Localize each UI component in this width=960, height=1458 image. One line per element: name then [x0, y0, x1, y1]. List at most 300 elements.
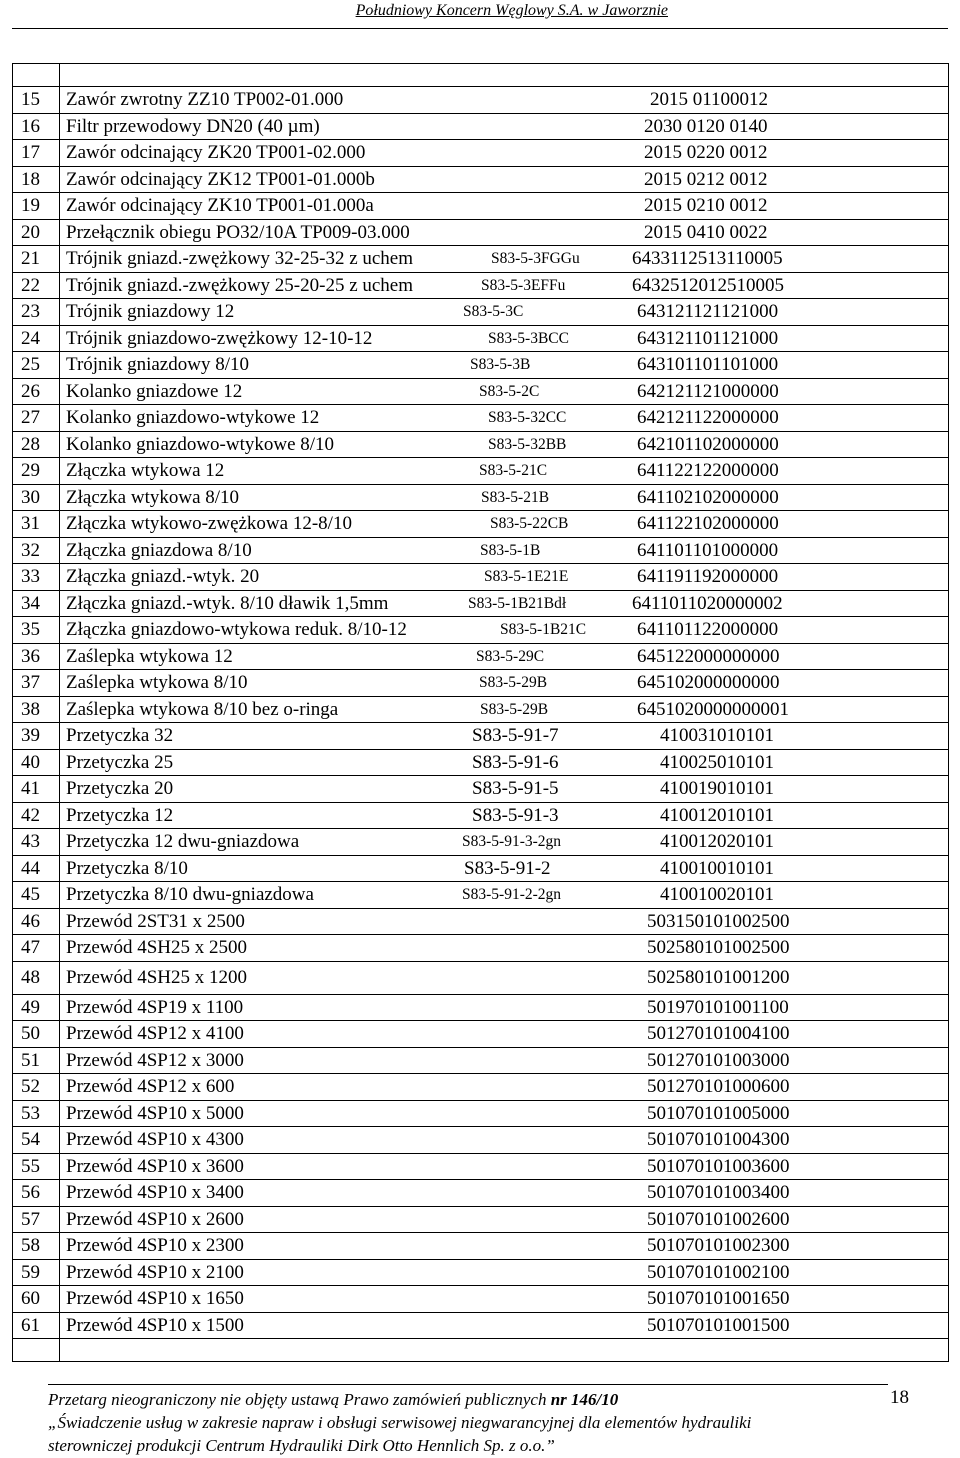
part-code: 641101122000000: [637, 619, 779, 641]
row-description-cell: [60, 1286, 949, 1313]
table-cell-empty: [60, 1339, 949, 1362]
part-code: 501070101004300: [647, 1129, 790, 1151]
part-code: 2015 0210 0012: [644, 195, 768, 217]
table-row: [13, 246, 949, 273]
parts-table-wrapper: [12, 63, 948, 1362]
row-content: [60, 511, 948, 536]
part-name: Przewód 2ST31 x 2500: [66, 910, 245, 932]
row-content: [60, 432, 948, 457]
table-row: [13, 564, 949, 591]
row-number: 57: [13, 1206, 60, 1233]
row-content: [60, 87, 948, 112]
row-description-cell: [60, 378, 949, 405]
part-code: 641102102000000: [637, 486, 779, 508]
table-row: [13, 87, 949, 114]
row-description-cell: [60, 272, 949, 299]
table-row: [13, 1180, 949, 1207]
part-code: 501070101003400: [647, 1182, 790, 1204]
row-number: 19: [13, 193, 60, 220]
table-row: [13, 325, 949, 352]
row-number: 38: [13, 696, 60, 723]
part-code: 641122122000000: [637, 460, 779, 482]
row-description-cell: [60, 325, 949, 352]
row-number: 18: [13, 166, 60, 193]
part-code: 2015 0220 0012: [644, 142, 768, 164]
part-symbol: S83-5-91-6: [472, 751, 559, 773]
part-name: Trójnik gniazdowo-zwężkowy 12-10-12: [66, 327, 373, 349]
row-number: 56: [13, 1180, 60, 1207]
part-name: Przewód 4SH25 x 2500: [66, 937, 248, 959]
part-symbol: S83-5-3C: [463, 303, 524, 321]
part-code: 645102000000000: [637, 672, 780, 694]
part-code: 501070101002300: [647, 1235, 790, 1257]
part-code: 501070101005000: [647, 1102, 790, 1124]
part-code: 6433112513110005: [632, 248, 783, 270]
part-symbol: S83-5-1E21E: [484, 568, 569, 586]
row-description-cell: [60, 1100, 949, 1127]
part-name: Kolanko gniazdowo-wtykowe 8/10: [66, 433, 335, 455]
part-name: Zaślepka wtykowa 12: [66, 645, 233, 667]
page-number: 18: [890, 1387, 909, 1408]
table-row: [13, 802, 949, 829]
row-description-cell: [60, 1153, 949, 1180]
row-content: [60, 1180, 948, 1205]
part-name: Zaślepka wtykowa 8/10: [66, 672, 248, 694]
row-content: [60, 273, 948, 298]
part-symbol: S83-5-29B: [479, 674, 548, 692]
part-code: 501070101003600: [647, 1155, 790, 1177]
part-name: Przewód 4SH25 x 1200: [66, 966, 248, 988]
table-row: [13, 908, 949, 935]
part-symbol: S83-5-91-2: [464, 857, 551, 879]
parts-table: [12, 63, 949, 1362]
part-name: Przewód 4SP12 x 3000: [66, 1049, 244, 1071]
row-content: [60, 1260, 948, 1285]
row-description-cell: [60, 193, 949, 220]
row-description-cell: [60, 1180, 949, 1207]
row-description-cell: [60, 537, 949, 564]
part-name: Trójnik gniazd.-zwężkowy 32-25-32 z uchem: [66, 248, 414, 270]
row-content: [60, 1074, 948, 1099]
part-name: Trójnik gniazdowy 8/10: [66, 354, 249, 376]
row-description-cell: [60, 776, 949, 803]
part-code: 501070101001500: [647, 1314, 790, 1336]
part-name: Przetyczka 25: [66, 751, 174, 773]
row-number: 37: [13, 670, 60, 697]
row-description-cell: [60, 882, 949, 909]
table-row: [13, 1127, 949, 1154]
part-name: Przełącznik obiegu PO32/10A TP009-03.000: [66, 221, 410, 243]
row-number: 52: [13, 1074, 60, 1101]
table-row: [13, 1074, 949, 1101]
row-description-cell: [60, 643, 949, 670]
row-content: [60, 776, 948, 801]
part-name: Przewód 4SP10 x 4300: [66, 1129, 244, 1151]
row-description-cell: [60, 935, 949, 962]
row-content: [60, 995, 948, 1020]
table-row: [13, 352, 949, 379]
row-description-cell: [60, 246, 949, 273]
table-row: [13, 590, 949, 617]
parts-table-body: [13, 64, 949, 1362]
part-code: 643121101121000: [637, 327, 779, 349]
part-code: 501070101001650: [647, 1288, 790, 1310]
table-row: [13, 299, 949, 326]
row-content: [60, 1101, 948, 1126]
part-code: 6432512012510005: [632, 274, 784, 296]
row-description-cell: [60, 458, 949, 485]
table-row-blank-bottom: [13, 1339, 949, 1362]
part-name: Kolanko gniazdowe 12: [66, 380, 243, 402]
part-name: Przewód 4SP10 x 1500: [66, 1314, 244, 1336]
part-code: 641101101000000: [637, 539, 779, 561]
part-code: 501270101003000: [647, 1049, 790, 1071]
table-row-blank-top: [13, 64, 949, 87]
part-name: Przetyczka 8/10: [66, 857, 188, 879]
footer-tender-text: Przetarg nieograniczony nie objęty ustawą Prawo zamówień publicznych: [48, 1390, 551, 1409]
row-number: 43: [13, 829, 60, 856]
footer-company-line: sterowniczej produkcji Centrum Hydrauliki Dirk Otto Hennlich Sp. z o.o.”: [48, 1436, 555, 1455]
part-code: 503150101002500: [647, 910, 790, 932]
part-code: 2015 0212 0012: [644, 168, 768, 190]
row-content: [60, 405, 948, 430]
row-number: 35: [13, 617, 60, 644]
row-content: [60, 617, 948, 642]
row-content: [60, 1127, 948, 1152]
row-number: 30: [13, 484, 60, 511]
part-code: 501270101000600: [647, 1076, 790, 1098]
row-content: [60, 1048, 948, 1073]
row-number: 23: [13, 299, 60, 326]
part-name: Przewód 4SP10 x 3400: [66, 1182, 244, 1204]
row-number: 29: [13, 458, 60, 485]
part-code: 410010010101: [660, 857, 774, 879]
table-row: [13, 113, 949, 140]
row-description-cell: [60, 1127, 949, 1154]
row-description-cell: [60, 829, 949, 856]
part-code: 2015 01100012: [650, 89, 769, 111]
table-row: [13, 935, 949, 962]
row-number: 28: [13, 431, 60, 458]
row-content: [60, 564, 948, 589]
part-symbol: S83-5-29C: [476, 647, 545, 665]
row-content: [60, 1233, 948, 1258]
part-symbol: S83-5-1B21C: [500, 621, 587, 639]
table-row: [13, 994, 949, 1021]
table-row: [13, 511, 949, 538]
part-symbol: S83-5-3B: [470, 356, 531, 374]
row-number: 25: [13, 352, 60, 379]
row-description-cell: [60, 140, 949, 167]
table-row: [13, 1233, 949, 1260]
table-row: [13, 1047, 949, 1074]
part-name: Przewód 4SP10 x 2100: [66, 1261, 244, 1283]
row-content: [60, 644, 948, 669]
row-number: 49: [13, 994, 60, 1021]
table-row: [13, 405, 949, 432]
row-content: [60, 1286, 948, 1311]
part-code: 410025010101: [660, 751, 774, 773]
row-description-cell: [60, 855, 949, 882]
row-number: 45: [13, 882, 60, 909]
part-code: 502580101001200: [647, 966, 790, 988]
row-description-cell: [60, 802, 949, 829]
row-number: 50: [13, 1021, 60, 1048]
table-row: [13, 1286, 949, 1313]
part-code: 501970101001100: [647, 996, 789, 1018]
part-symbol: S83-5-21C: [479, 462, 548, 480]
header-divider: [12, 28, 948, 29]
table-row: [13, 537, 949, 564]
part-symbol: S83-5-3FGGu: [491, 250, 580, 268]
row-content: [60, 326, 948, 351]
part-name: Zaślepka wtykowa 8/10 bez o-ringa: [66, 698, 339, 720]
part-name: Kolanko gniazdowo-wtykowe 12: [66, 407, 320, 429]
part-code: 643101101101000: [637, 354, 779, 376]
row-content: [60, 246, 948, 271]
row-number: 60: [13, 1286, 60, 1313]
part-symbol: S83-5-29B: [480, 700, 549, 718]
table-row: [13, 219, 949, 246]
table-row: [13, 272, 949, 299]
footer-tender-number: nr 146/10: [550, 1390, 619, 1409]
part-symbol: S83-5-2C: [479, 382, 540, 400]
part-name: Złączka wtykowa 12: [66, 460, 225, 482]
row-description-cell: [60, 994, 949, 1021]
row-content: [60, 882, 948, 907]
part-symbol: S83-5-3BCC: [488, 329, 569, 347]
part-code: 2015 0410 0022: [644, 221, 768, 243]
page-footer: [48, 1384, 928, 1457]
row-content: [60, 723, 948, 748]
row-content: [60, 167, 948, 192]
part-code: 502580101002500: [647, 937, 790, 959]
part-code: 410019010101: [660, 778, 774, 800]
part-name: Złączka gniazd.-wtyk. 20: [66, 566, 260, 588]
row-content: [60, 1207, 948, 1232]
row-number: 33: [13, 564, 60, 591]
table-row: [13, 1021, 949, 1048]
footer-tender-line: [48, 1384, 928, 1411]
table-row: [13, 458, 949, 485]
row-number: 61: [13, 1312, 60, 1339]
part-name: Przetyczka 12: [66, 804, 174, 826]
row-content: [60, 1154, 948, 1179]
row-number: 47: [13, 935, 60, 962]
row-description-cell: [60, 908, 949, 935]
row-description-cell: [60, 405, 949, 432]
part-code: 6411011020000002: [632, 592, 783, 614]
row-content: [60, 220, 948, 245]
row-content: [60, 856, 948, 881]
part-symbol: S83-5-1B: [480, 541, 541, 559]
table-cell-empty: [13, 64, 60, 87]
row-number: 32: [13, 537, 60, 564]
row-number: 15: [13, 87, 60, 114]
row-number: 22: [13, 272, 60, 299]
part-symbol: S83-5-91-2-2gn: [462, 886, 562, 904]
row-description-cell: [60, 113, 949, 140]
row-number: 46: [13, 908, 60, 935]
page-header: [0, 0, 960, 32]
part-name: Przewód 4SP10 x 1650: [66, 1288, 244, 1310]
row-description-cell: [60, 1021, 949, 1048]
table-row: [13, 193, 949, 220]
row-content: [60, 485, 948, 510]
part-symbol: S83-5-91-3-2gn: [462, 833, 562, 851]
table-row: [13, 617, 949, 644]
row-number: 58: [13, 1233, 60, 1260]
part-code: 642121121000000: [637, 380, 779, 402]
part-name: Zawór odcinający ZK10 TP001-01.000a: [66, 195, 374, 217]
row-description-cell: [60, 219, 949, 246]
part-name: Filtr przewodowy DN20 (40 µm): [66, 115, 320, 137]
row-number: 26: [13, 378, 60, 405]
part-code: 641122102000000: [637, 513, 779, 535]
row-description-cell: [60, 431, 949, 458]
row-number: 21: [13, 246, 60, 273]
row-content: [60, 697, 948, 722]
row-number: 41: [13, 776, 60, 803]
row-description-cell: [60, 590, 949, 617]
part-name: Przewód 4SP10 x 2300: [66, 1235, 244, 1257]
row-number: 55: [13, 1153, 60, 1180]
part-name: Przetyczka 32: [66, 725, 174, 747]
footer-service-line: „Świadczenie usług w zakresie napraw i obsługi serwisowej niegwarancyjnej dla elementów hydrauliki: [48, 1413, 752, 1432]
table-row: [13, 1153, 949, 1180]
row-content: [60, 140, 948, 165]
part-name: Przewód 4SP10 x 2600: [66, 1208, 244, 1230]
row-content: [60, 379, 948, 404]
row-content: [60, 591, 948, 616]
part-code: 501270101004100: [647, 1023, 790, 1045]
part-name: Zawór zwrotny ZZ10 TP002-01.000: [66, 89, 344, 111]
row-content: [60, 962, 948, 994]
part-name: Złączka gniazd.-wtyk. 8/10 dławik 1,5mm: [66, 592, 389, 614]
row-description-cell: [60, 87, 949, 114]
table-row: [13, 643, 949, 670]
part-code: 645122000000000: [637, 645, 780, 667]
table-row: [13, 166, 949, 193]
table-cell-empty: [13, 1339, 60, 1362]
row-description-cell: [60, 617, 949, 644]
row-description-cell: [60, 1259, 949, 1286]
table-row: [13, 776, 949, 803]
part-symbol: S83-5-91-5: [472, 778, 559, 800]
row-content: [60, 352, 948, 377]
row-content: [60, 909, 948, 934]
row-description-cell: [60, 1233, 949, 1260]
part-symbol: S83-5-91-3: [472, 804, 559, 826]
row-number: 34: [13, 590, 60, 617]
row-content: [60, 114, 948, 139]
part-code: 642101102000000: [637, 433, 779, 455]
part-name: Przewód 4SP19 x 1100: [66, 996, 244, 1018]
row-description-cell: [60, 1206, 949, 1233]
table-row: [13, 431, 949, 458]
part-symbol: S83-5-32CC: [488, 409, 567, 427]
part-code: 410031010101: [660, 725, 774, 747]
part-code: 6451020000000001: [637, 698, 789, 720]
row-number: 36: [13, 643, 60, 670]
table-row: [13, 484, 949, 511]
row-description-cell: [60, 299, 949, 326]
part-code: 643121121121000: [637, 301, 779, 323]
table-row: [13, 961, 949, 994]
part-code: 501070101002100: [647, 1261, 790, 1283]
row-number: 51: [13, 1047, 60, 1074]
part-code: 2030 0120 0140: [644, 115, 768, 137]
part-name: Przewód 4SP12 x 600: [66, 1076, 235, 1098]
row-number: 42: [13, 802, 60, 829]
table-row: [13, 378, 949, 405]
table-row: [13, 1206, 949, 1233]
part-name: Złączka gniazdowo-wtykowa reduk. 8/10-12: [66, 619, 407, 641]
part-name: Złączka gniazdowa 8/10: [66, 539, 252, 561]
row-description-cell: [60, 511, 949, 538]
part-symbol: S83-5-1B21Bdł: [468, 594, 567, 612]
table-row: [13, 1312, 949, 1339]
table-row: [13, 882, 949, 909]
row-description-cell: [60, 564, 949, 591]
table-row: [13, 829, 949, 856]
part-name: Złączka wtykowa 8/10: [66, 486, 240, 508]
row-description-cell: [60, 1074, 949, 1101]
row-description-cell: [60, 352, 949, 379]
row-content: [60, 803, 948, 828]
row-number: 44: [13, 855, 60, 882]
header-title: Południowy Koncern Węglowy S.A. w Jaworznie: [355, 2, 668, 19]
row-number: 48: [13, 961, 60, 994]
part-code: 410012010101: [660, 804, 774, 826]
table-row: [13, 749, 949, 776]
part-name: Przetyczka 12 dwu-gniazdowa: [66, 831, 300, 853]
row-description-cell: [60, 484, 949, 511]
table-row: [13, 696, 949, 723]
part-code: 410010020101: [660, 884, 774, 906]
row-content: [60, 829, 948, 854]
row-content: [60, 750, 948, 775]
row-description-cell: [60, 670, 949, 697]
part-name: Przewód 4SP12 x 4100: [66, 1023, 244, 1045]
table-row: [13, 723, 949, 750]
table-row: [13, 670, 949, 697]
footer-divider: [48, 1384, 888, 1385]
row-number: 27: [13, 405, 60, 432]
part-name: Trójnik gniazdowy 12: [66, 301, 235, 323]
part-name: Zawór odcinający ZK12 TP001-01.000b: [66, 168, 375, 190]
row-content: [60, 193, 948, 218]
row-number: 39: [13, 723, 60, 750]
table-row: [13, 855, 949, 882]
part-code: 642121122000000: [637, 407, 779, 429]
row-number: 31: [13, 511, 60, 538]
part-code: 410012020101: [660, 831, 774, 853]
part-name: Złączka wtykowo-zwężkowa 12-8/10: [66, 513, 352, 535]
row-content: [60, 538, 948, 563]
row-description-cell: [60, 961, 949, 994]
part-symbol: S83-5-21B: [481, 488, 550, 506]
row-description-cell: [60, 749, 949, 776]
part-code: 641191192000000: [637, 566, 779, 588]
row-number: 54: [13, 1127, 60, 1154]
row-description-cell: [60, 1047, 949, 1074]
row-description-cell: [60, 166, 949, 193]
row-description-cell: [60, 696, 949, 723]
part-name: Przetyczka 20: [66, 778, 174, 800]
table-cell-empty: [60, 64, 949, 87]
row-content: [60, 1021, 948, 1046]
